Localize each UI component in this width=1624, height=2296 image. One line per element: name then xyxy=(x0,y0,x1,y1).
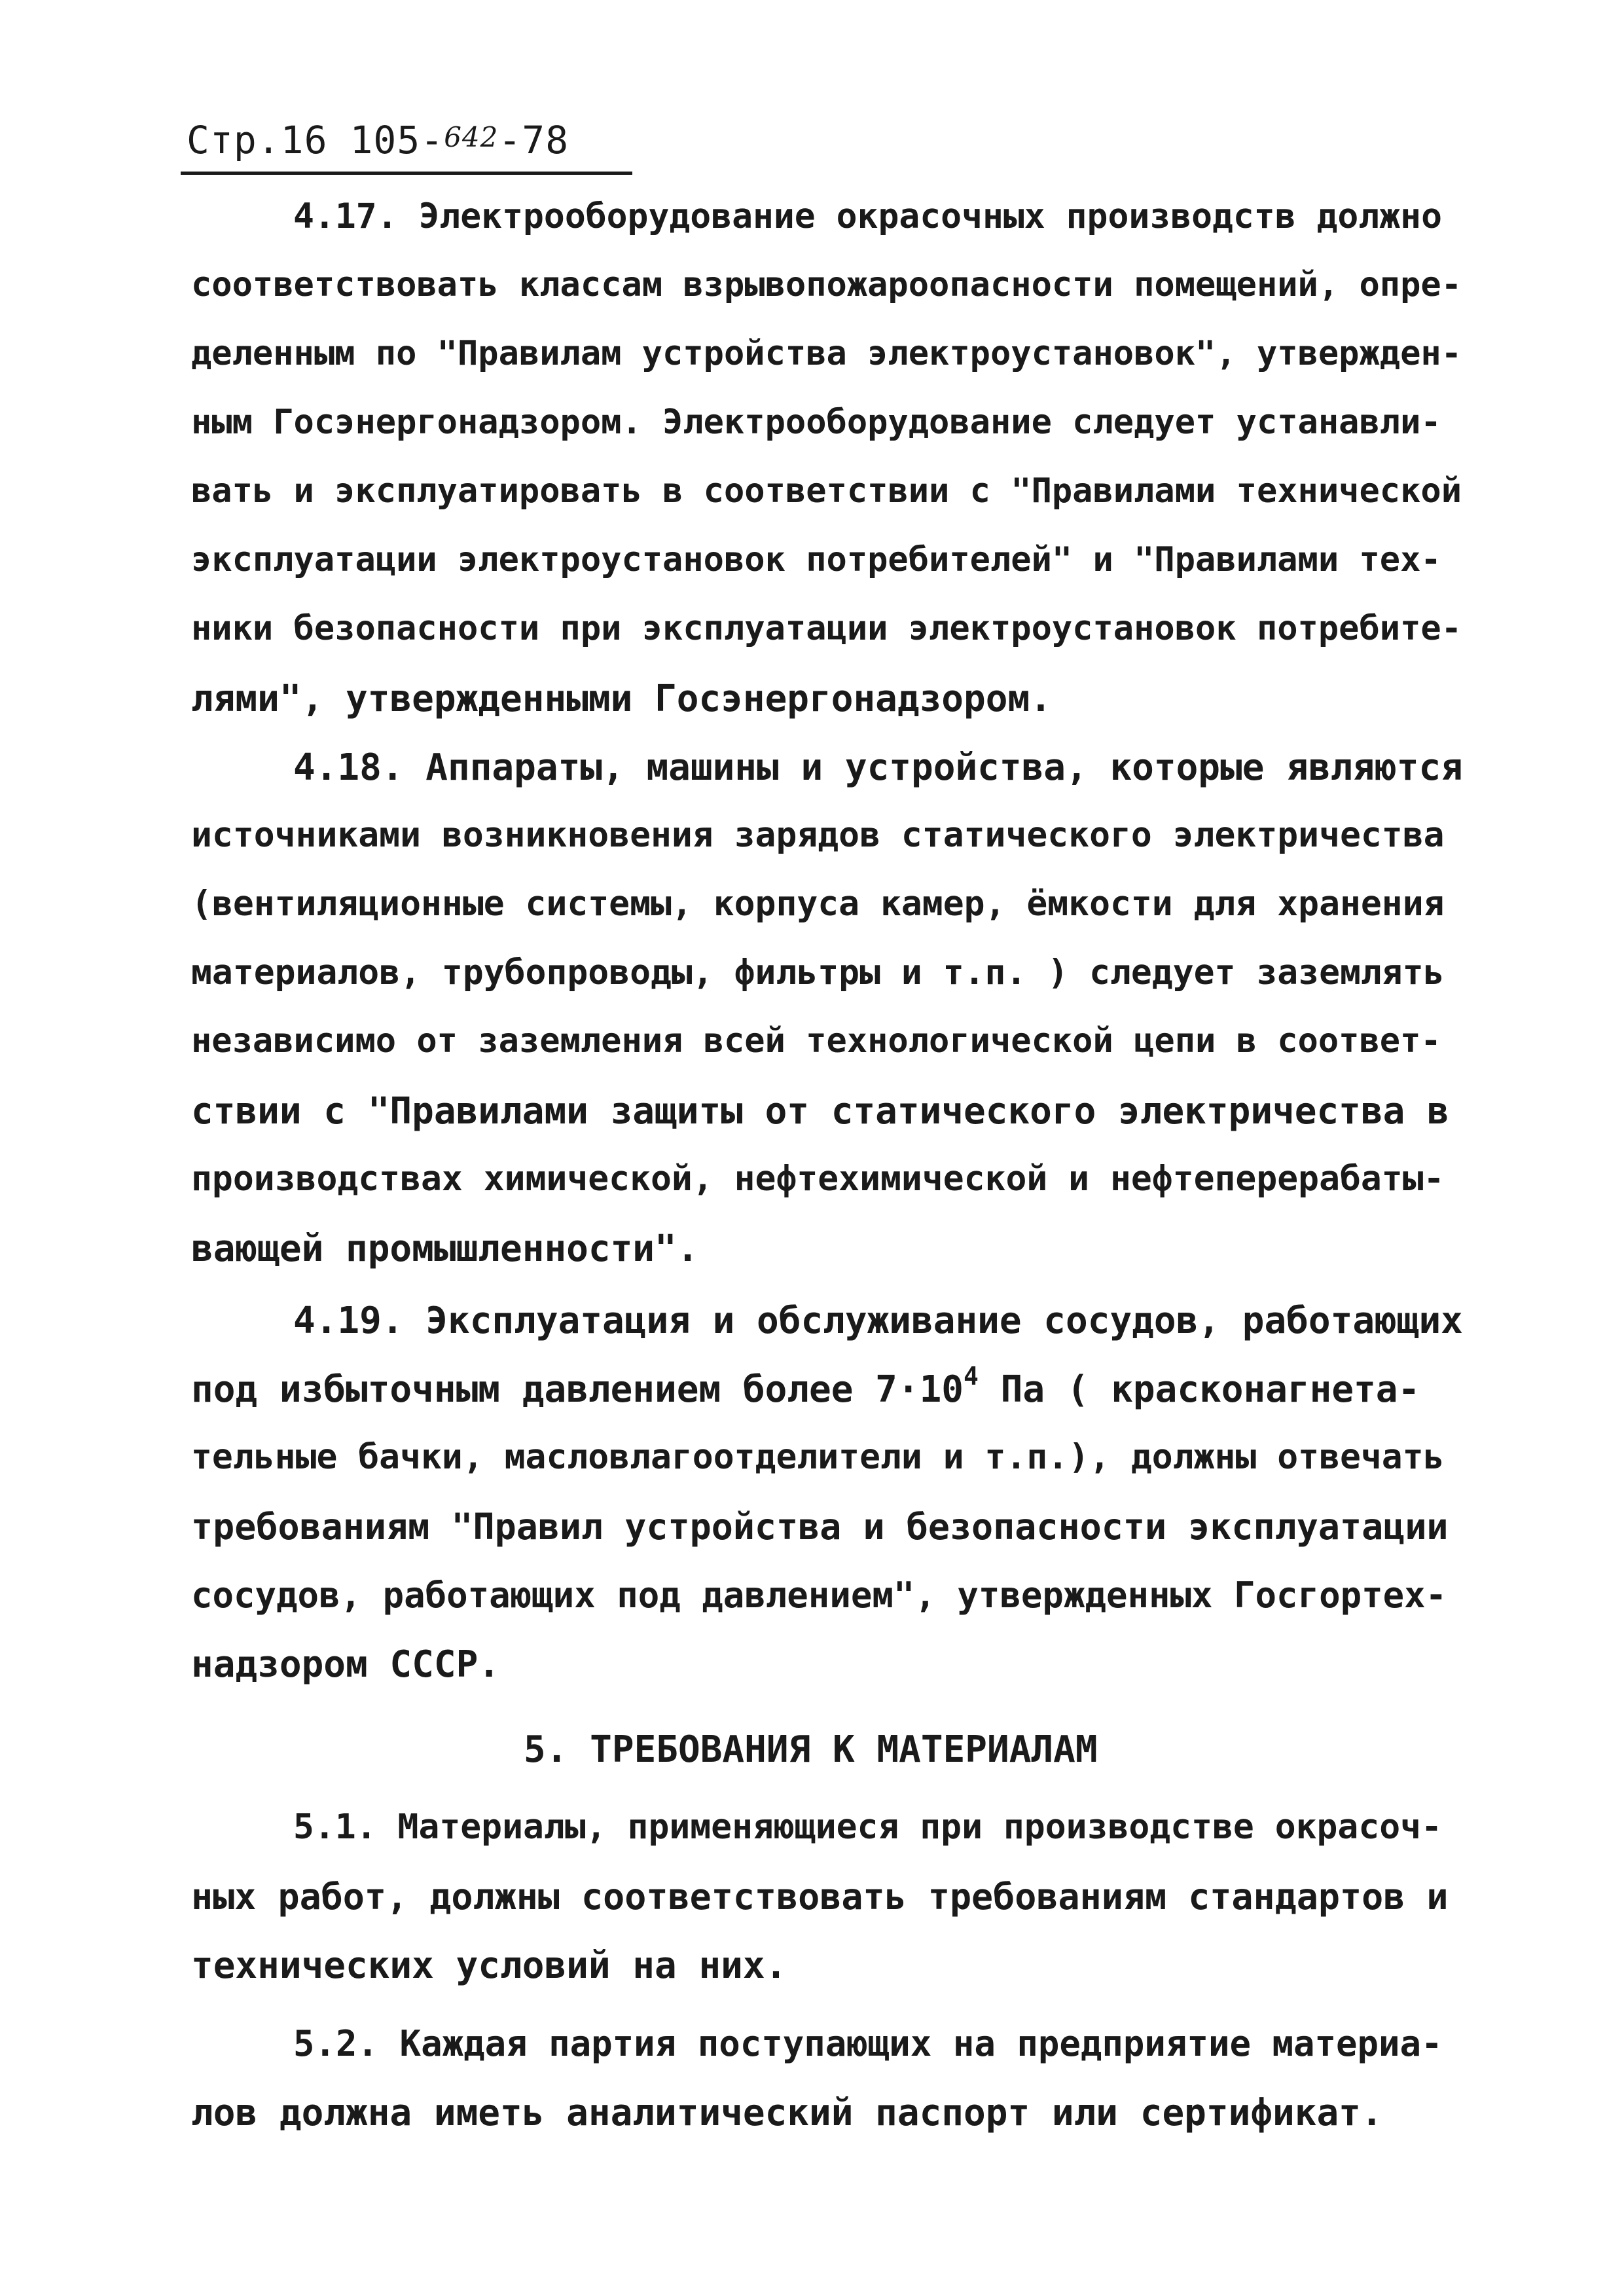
paragraph-4-18-line: производствах химической, нефтехимической и нефтеперерабаты- xyxy=(191,1159,1445,1199)
paragraph-4-19-line: тельные бачки, масловлагоотделители и т.п.), должны отвечать xyxy=(191,1437,1445,1477)
page-number-label: Стр.16 xyxy=(187,118,328,162)
paragraph-4-17-line: лями", утвержденными Госэнергонадзором. xyxy=(191,678,1052,720)
paragraph-4-18-line: (вентиляционные системы, корпуса камер, ёмкости для хранения xyxy=(191,884,1445,924)
header-underline xyxy=(181,172,632,175)
paragraph-5-1-line: технических условий на них. xyxy=(191,1944,787,1987)
paragraph-4-18-line: материалов, трубопроводы, фильтры и т.п. ) следует заземлять xyxy=(191,953,1445,993)
paragraph-4-19-line: сосудов, работающих под давлением", утвержденных Госгортех- xyxy=(191,1575,1447,1616)
paragraph-4-17-line: эксплуатации электроустановок потребителей" и "Правилами тех- xyxy=(191,540,1441,579)
section-heading: 5. ТРЕБОВАНИЯ К МАТЕРИАЛАМ xyxy=(524,1728,1098,1771)
paragraph-5-2-line: лов должна иметь аналитический паспорт или сертификат. xyxy=(191,2092,1383,2134)
paragraph-4-19-line: под избыточным давлением более $7\cdot 10^4$ Па ( красконагнета- xyxy=(191,1362,1420,1411)
paragraph-4-19-line: требованиям "Правил устройства и безопасности эксплуатации xyxy=(191,1506,1449,1548)
handwritten-code-number: 642 xyxy=(444,121,499,153)
paragraph-4-18-line: независимо от заземления всей технологической цепи в соответ- xyxy=(191,1021,1441,1061)
document-code: 105-642-78 xyxy=(350,118,569,162)
paragraph-4-18-line: ствии с "Правилами защиты от статического электричества в xyxy=(191,1090,1449,1133)
paragraph-4-17-line: 4.17. Электрооборудование окрасочных производств должно xyxy=(293,196,1442,236)
paragraph-5-1-line: 5.1. Материалы, применяющиеся при производстве окрасоч- xyxy=(293,1807,1442,1847)
paragraph-4-19-line: надзором СССР. xyxy=(191,1643,501,1686)
paragraph-4-17-line: деленным по "Правилам устройства электроустановок", утвержден- xyxy=(191,334,1462,373)
paragraph-5-1-line: ных работ, должны соответствовать требованиям стандартов и xyxy=(191,1876,1449,1918)
paragraph-4-17-line: соответствовать классам взрывопожароопасности помещений, опре- xyxy=(191,265,1462,304)
paragraph-4-18-line: источниками возникновения зарядов статического электричества xyxy=(191,815,1445,855)
page-header xyxy=(187,118,569,162)
paragraph-4-18-line: вающей промышленности". xyxy=(191,1228,699,1270)
paragraph-4-19-line: 4.19. Эксплуатация и обслуживание сосудов, работающих xyxy=(293,1300,1463,1342)
paragraph-4-17-line: ным Госэнергонадзором. Электрооборудование следует устанавли- xyxy=(191,403,1441,442)
paragraph-4-17-line: ники безопасности при эксплуатации электроустановок потребите- xyxy=(191,609,1462,648)
exponent: 4 xyxy=(964,1362,979,1391)
paragraph-4-18-line: 4.18. Аппараты, машины и устройства, которые являются xyxy=(293,746,1463,789)
paragraph-4-17-line: вать и эксплуатировать в соответствии с "Правилами технической xyxy=(191,471,1462,511)
paragraph-5-2-line: 5.2. Каждая партия поступающих на предприятие материа- xyxy=(293,2023,1443,2064)
